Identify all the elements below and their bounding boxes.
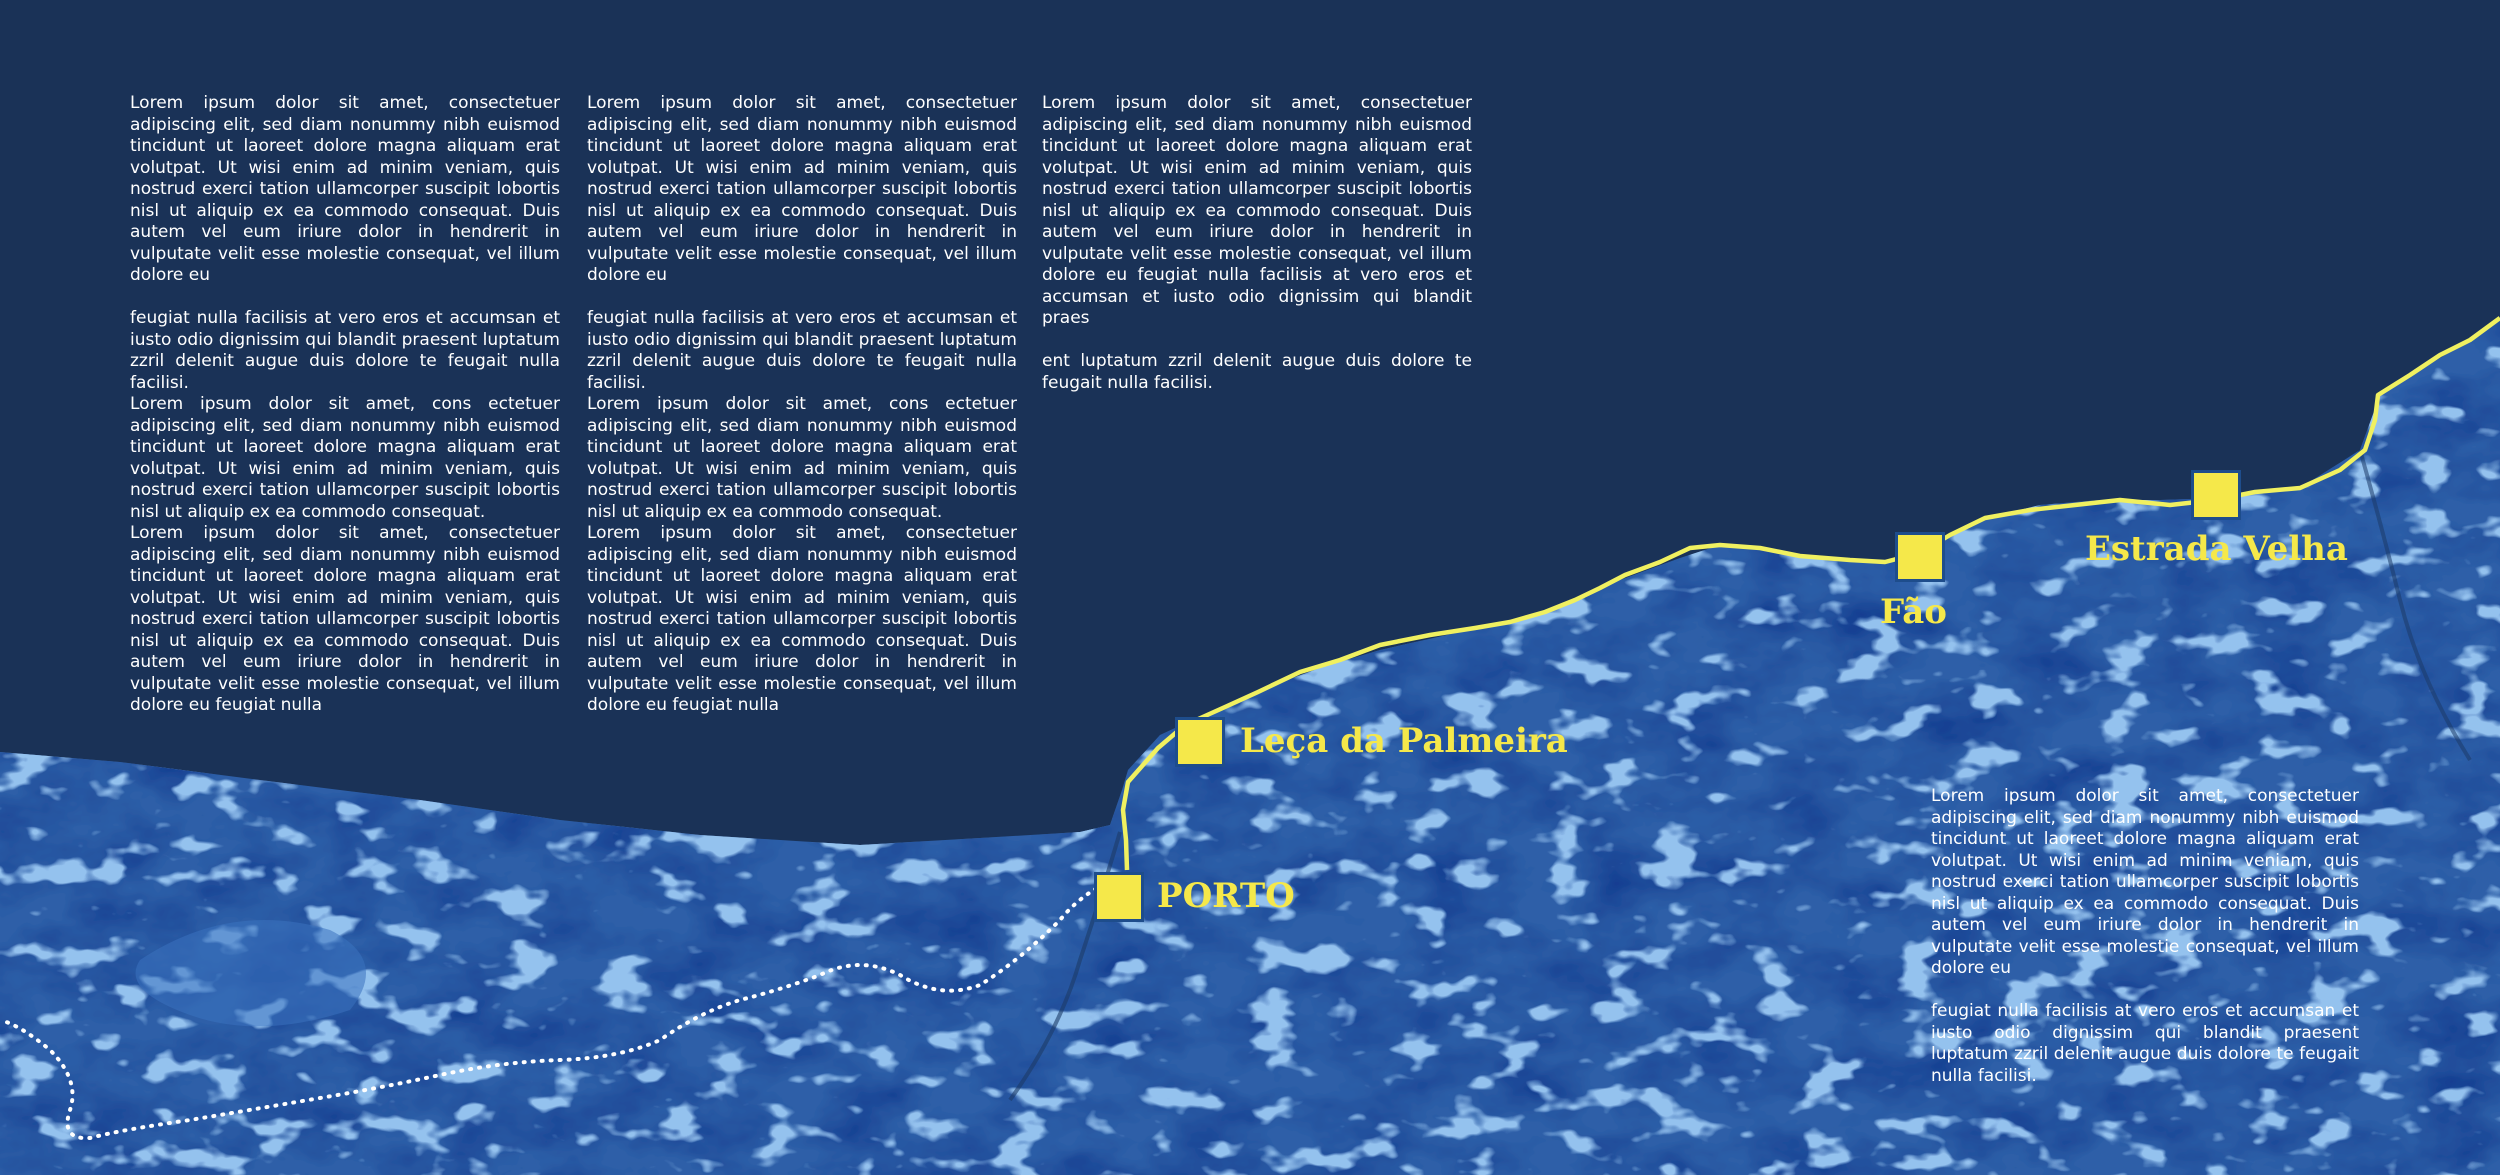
paragraph: Lorem ipsum dolor sit amet, cons ectetuer adipiscing elit, sed diam nonummy nibh euismod tincidunt ut laoreet dolore magna aliquam erat volutpat. Ut wisi enim ad minim veniam, quis nostrud exerci tation ullamcorper suscipit lobortis nisl ut aliquip ex ea commodo consequat. xyxy=(130,394,560,522)
marker-leca xyxy=(1178,720,1222,764)
place-label-porto: PORTO xyxy=(1157,876,1295,916)
marker-fao xyxy=(1898,535,1942,579)
paragraph: Lorem ipsum dolor sit amet, consectetuer adipiscing elit, sed diam nonummy nibh euismod tincidunt ut laoreet dolore magna aliquam erat volutpat. Ut wisi enim ad minim veniam, quis nostrud exerci tation ullamcorper suscipit lobortis nisl ut aliquip ex ea commodo consequat. Duis autem vel eum iriure dolor in hendrerit in vulputate velit esse molestie consequat, vel illum dolore eu xyxy=(1931,786,2359,978)
paragraph: Lorem ipsum dolor sit amet, consectetuer adipiscing elit, sed diam nonummy nibh euismod tincidunt ut laoreet dolore magna aliquam erat volutpat. Ut wisi enim ad minim veniam, quis nostrud exerci tation ullamcorper suscipit lobortis nisl ut aliquip ex ea commodo consequat. Duis autem vel eum iriure dolor in hendrerit in vulputate velit esse molestie consequat, vel illum dolore eu xyxy=(587,93,1017,285)
paragraph: ent luptatum zzril delenit augue duis dolore te feugait nulla facilisi. xyxy=(1042,351,1472,393)
marker-estrada-velha xyxy=(2194,473,2238,517)
text-column-4 xyxy=(1931,786,2359,1087)
paragraph: Lorem ipsum dolor sit amet, consectetuer adipiscing elit, sed diam nonummy nibh euismod tincidunt ut laoreet dolore magna aliquam erat volutpat. Ut wisi enim ad minim veniam, quis nostrud exerci tation ullamcorper suscipit lobortis nisl ut aliquip ex ea commodo consequat. Duis autem vel eum iriure dolor in hendrerit in vulputate velit esse molestie consequat, vel illum dolore eu feugiat nulla xyxy=(587,523,1017,715)
paragraph: Lorem ipsum dolor sit amet, consectetuer adipiscing elit, sed diam nonummy nibh euismod tincidunt ut laoreet dolore magna aliquam erat volutpat. Ut wisi enim ad minim veniam, quis nostrud exerci tation ullamcorper suscipit lobortis nisl ut aliquip ex ea commodo consequat. Duis autem vel eum iriure dolor in hendrerit in vulputate velit esse molestie consequat, vel illum dolore eu feugiat nulla facilisis at vero eros et accumsan et iusto odio dignissim qui blandit praes xyxy=(1042,93,1472,328)
text-column-1 xyxy=(130,93,560,717)
paragraph: feugiat nulla facilisis at vero eros et accumsan et iusto odio dignissim qui blandit praesent luptatum zzril delenit augue duis dolore te feugait nulla facilisi. xyxy=(587,308,1017,393)
paragraph: Lorem ipsum dolor sit amet, cons ectetuer adipiscing elit, sed diam nonummy nibh euismod tincidunt ut laoreet dolore magna aliquam erat volutpat. Ut wisi enim ad minim veniam, quis nostrud exerci tation ullamcorper suscipit lobortis nisl ut aliquip ex ea commodo consequat. xyxy=(587,394,1017,522)
marker-porto xyxy=(1097,875,1141,919)
place-label-leca: Leça da Palmeira xyxy=(1240,721,1568,761)
place-label-fao: Fão xyxy=(1880,592,1947,632)
paragraph: feugiat nulla facilisis at vero eros et accumsan et iusto odio dignissim qui blandit praesent luptatum zzril delenit augue duis dolore te feugait nulla facilisi. xyxy=(1931,1001,2359,1086)
text-column-2 xyxy=(587,93,1017,717)
paragraph: feugiat nulla facilisis at vero eros et accumsan et iusto odio dignissim qui blandit praesent luptatum zzril delenit augue duis dolore te feugait nulla facilisi. xyxy=(130,308,560,393)
text-column-3 xyxy=(1042,93,1472,394)
paragraph: Lorem ipsum dolor sit amet, consectetuer adipiscing elit, sed diam nonummy nibh euismod tincidunt ut laoreet dolore magna aliquam erat volutpat. Ut wisi enim ad minim veniam, quis nostrud exerci tation ullamcorper suscipit lobortis nisl ut aliquip ex ea commodo consequat. Duis autem vel eum iriure dolor in hendrerit in vulputate velit esse molestie consequat, vel illum dolore eu xyxy=(130,93,560,285)
paragraph: Lorem ipsum dolor sit amet, consectetuer adipiscing elit, sed diam nonummy nibh euismod tincidunt ut laoreet dolore magna aliquam erat volutpat. Ut wisi enim ad minim veniam, quis nostrud exerci tation ullamcorper suscipit lobortis nisl ut aliquip ex ea commodo consequat. Duis autem vel eum iriure dolor in hendrerit in vulputate velit esse molestie consequat, vel illum dolore eu feugiat nulla xyxy=(130,523,560,715)
place-label-estrada-velha: Estrada Velha xyxy=(2085,529,2348,569)
